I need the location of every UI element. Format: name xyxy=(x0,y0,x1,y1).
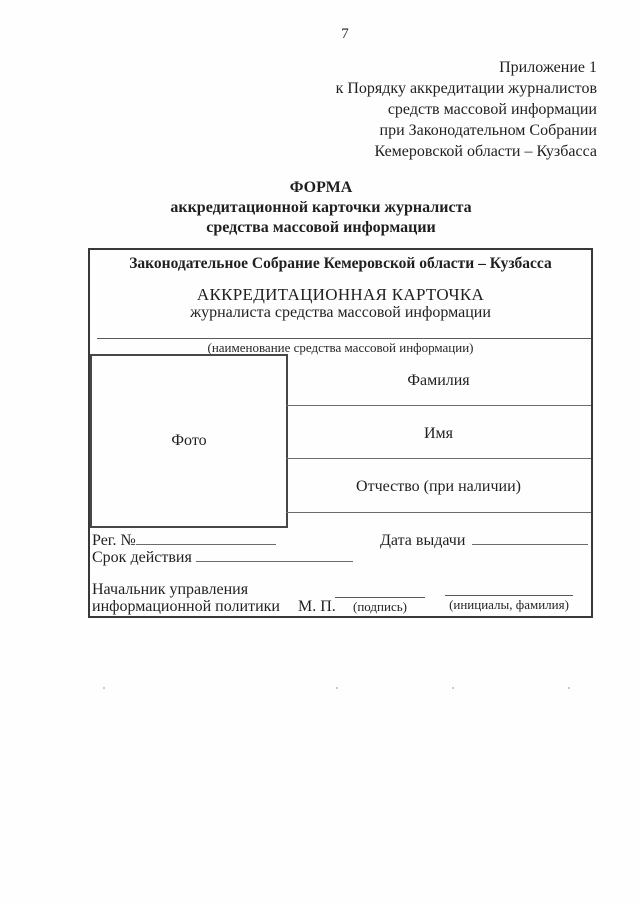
scan-speckle xyxy=(336,687,338,689)
scan-speckle xyxy=(568,687,570,689)
issue-date-label: Дата выдачи xyxy=(380,532,466,549)
photo-box xyxy=(90,354,288,528)
form-title-line: средства массовой информации xyxy=(206,219,436,236)
reg-number-label: Рег. № xyxy=(92,532,136,549)
initials-caption: (инициалы, фамилия) xyxy=(449,597,569,612)
validity-blank xyxy=(196,548,353,562)
page-number: 7 xyxy=(341,26,349,42)
signatory-title-line2: информационной политики xyxy=(92,598,280,615)
appendix-line: Приложение 1 xyxy=(499,59,597,76)
photo-placeholder-label: Фото xyxy=(171,432,207,449)
signatory-title-line1: Начальник управления xyxy=(92,581,249,598)
stamp-placeholder: М. П. xyxy=(298,598,336,615)
scan-speckle xyxy=(103,687,105,689)
appendix-block xyxy=(336,57,597,162)
patronymic-blank-line xyxy=(286,512,591,513)
name-blank-line xyxy=(286,458,591,459)
appendix-line: при Законодательном Собрании xyxy=(379,122,597,139)
appendix-line: средств массовой информации xyxy=(387,101,597,118)
accreditation-card xyxy=(88,248,593,618)
form-title xyxy=(45,178,597,238)
issue-date-row xyxy=(380,531,588,550)
signature-caption-block xyxy=(335,597,425,615)
form-title-line: ФОРМА xyxy=(289,179,353,196)
field-label-patronymic: Отчество (при наличии) xyxy=(356,478,521,495)
reg-number-blank xyxy=(136,531,276,545)
validity-label: Срок действия xyxy=(92,549,192,566)
media-name-blank-line xyxy=(97,338,591,339)
appendix-line: Кемеровской области – Кузбасса xyxy=(374,143,597,160)
media-name-caption: (наименование средства массовой информации) xyxy=(207,340,474,355)
surname-blank-line xyxy=(286,405,591,406)
scan-speckle xyxy=(452,687,454,689)
validity-row xyxy=(92,548,353,567)
appendix-line: к Порядку аккредитации журналистов xyxy=(335,80,597,97)
field-label-name: Имя xyxy=(423,425,454,442)
signature-caption: (подпись) xyxy=(353,599,407,614)
form-title-line: аккредитационной карточки журналиста xyxy=(170,199,472,216)
organization-name: Законодательное Собрание Кемеровской области – Кузбасса xyxy=(129,255,552,272)
initials-caption-block xyxy=(445,595,573,613)
card-title: АККРЕДИТАЦИОННАЯ КАРТОЧКА xyxy=(196,285,485,304)
issue-date-blank xyxy=(472,531,588,545)
card-subtitle: журналиста средства массовой информации xyxy=(190,304,491,321)
field-label-surname: Фамилия xyxy=(407,372,470,389)
